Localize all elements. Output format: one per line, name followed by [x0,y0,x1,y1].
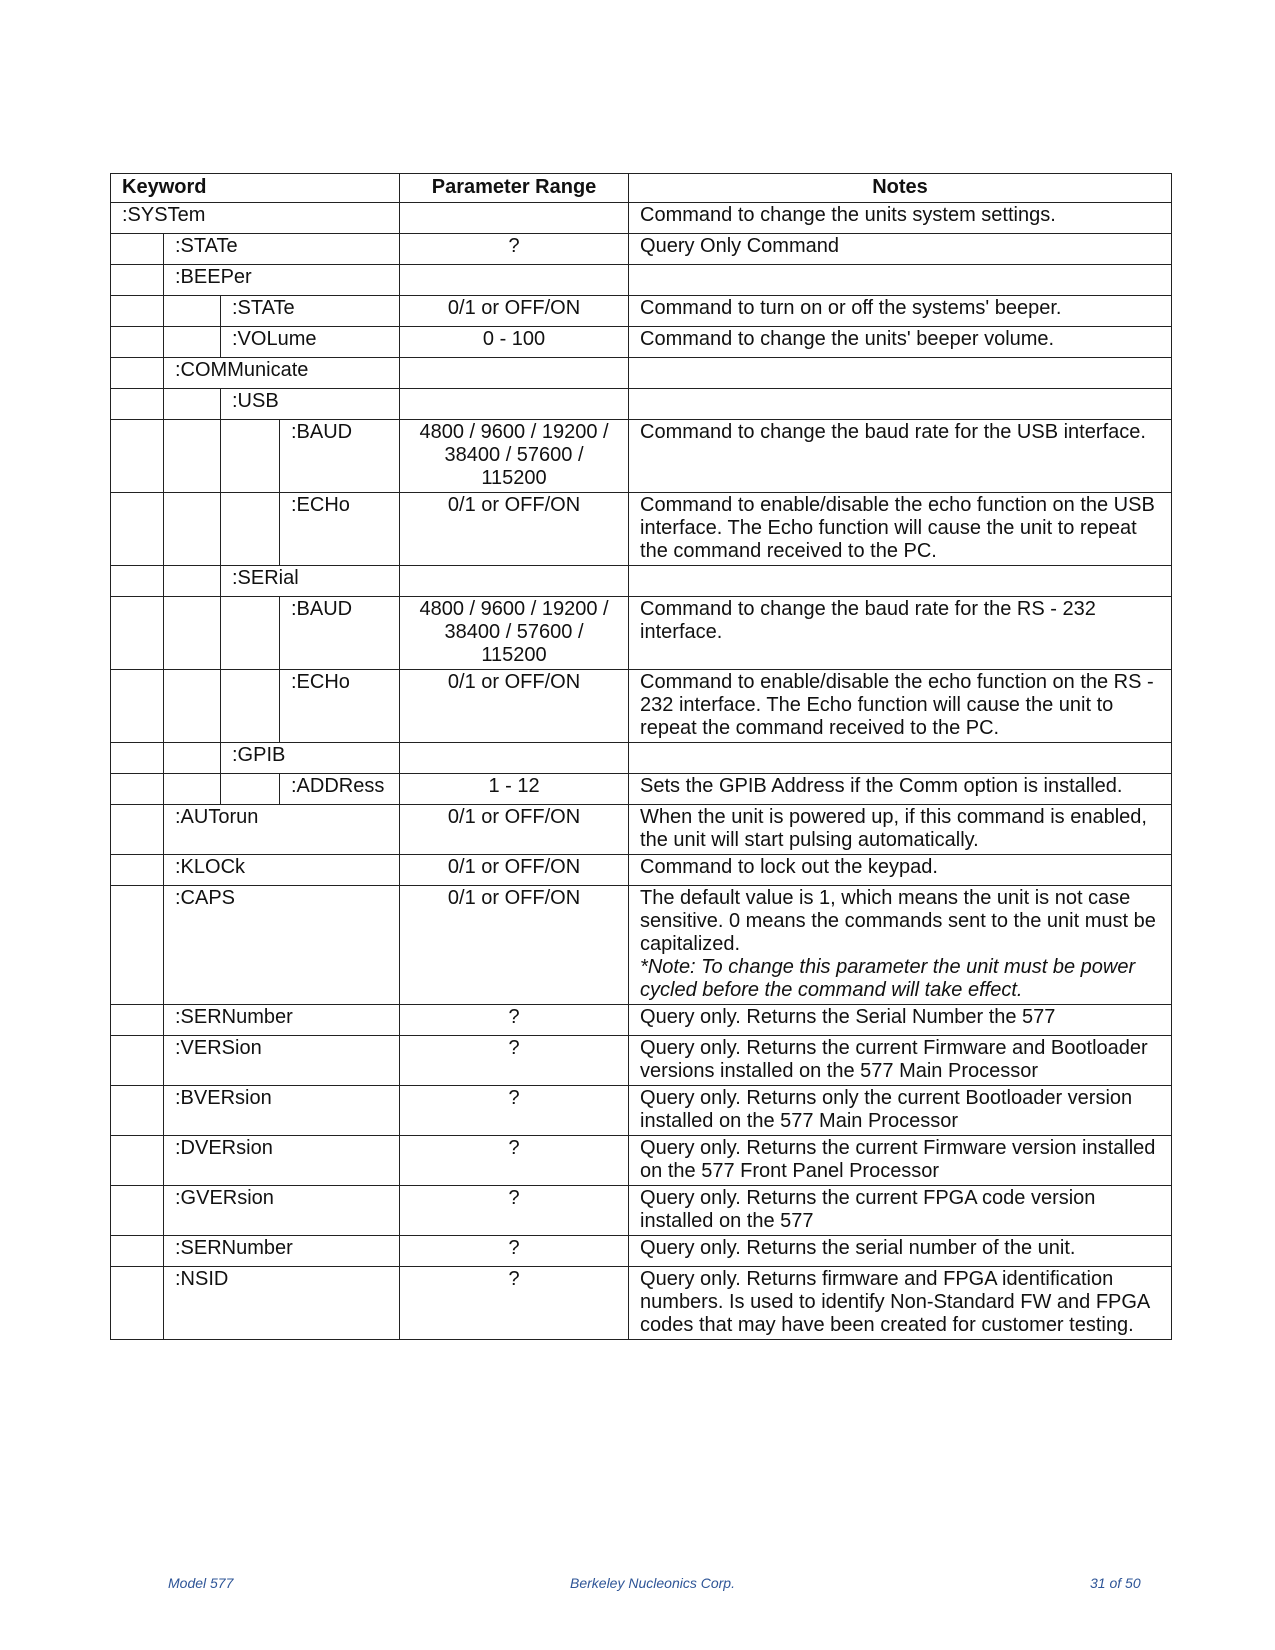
notes-cell [629,1267,1172,1340]
indent-cell [164,389,221,420]
table-row [111,886,1172,1005]
parameter-range-cell [400,358,629,389]
table-row [111,805,1172,855]
indent-cell [164,566,221,597]
keyword-cell: :COMMunicate [164,358,400,389]
parameter-range-cell: ? [400,1267,629,1340]
table-row [111,1186,1172,1236]
indent-cell [111,1005,164,1036]
notes-cell [629,493,1172,566]
parameter-range-cell: ? [400,1186,629,1236]
table-row [111,743,1172,774]
keyword-cell: :CAPS [164,886,400,1005]
table-row [111,566,1172,597]
indent-cell [111,327,164,358]
indent-cell [111,1086,164,1136]
indent-cell [111,1036,164,1086]
table-row [111,1267,1172,1340]
indent-cell [164,296,221,327]
notes-cell [629,389,1172,420]
indent-cell [164,493,221,566]
parameter-range-cell: ? [400,1236,629,1267]
notes-cell [629,296,1172,327]
header-notes: Notes [629,174,1172,203]
table-row [111,203,1172,234]
indent-cell [111,265,164,296]
keyword-cell: :VERSion [164,1036,400,1086]
parameter-range-cell [400,203,629,234]
keyword-cell: :BEEPer [164,265,400,296]
notes-text: Query Only Command [640,235,839,257]
notes-text: Query only. Returns the current Firmware and Bootloader versions installed on the 577 Main Processor [640,1037,1148,1082]
notes-cell [629,420,1172,493]
keyword-cell: :ADDRess [280,774,400,805]
notes-text: When the unit is powered up, if this command is enabled, the unit will start pulsing automatically. [640,806,1147,851]
table-row [111,1005,1172,1036]
parameter-range-cell: 0/1 or OFF/ON [400,855,629,886]
indent-cell [111,566,164,597]
parameter-range-cell: ? [400,1086,629,1136]
indent-cell [111,1186,164,1236]
indent-cell [111,1267,164,1340]
keyword-cell: :SERNumber [164,1236,400,1267]
keyword-cell: :VOLume [221,327,400,358]
table-row [111,265,1172,296]
keyword-cell: :BAUD [280,420,400,493]
notes-text: The default value is 1, which means the unit is not case sensitive. 0 means the commands sent to the unit must be capitalized. [640,887,1156,955]
notes-cell [629,358,1172,389]
notes-cell [629,566,1172,597]
parameter-range-cell: ? [400,1005,629,1036]
notes-cell [629,203,1172,234]
table-row [111,597,1172,670]
keyword-cell: :KLOCk [164,855,400,886]
keyword-cell: :USB [221,389,400,420]
indent-cell [221,420,280,493]
parameter-range-cell: 4800 / 9600 / 19200 / 38400 / 57600 / 115200 [400,597,629,670]
indent-cell [111,420,164,493]
notes-cell [629,265,1172,296]
parameter-range-cell: 4800 / 9600 / 19200 / 38400 / 57600 / 115200 [400,420,629,493]
keyword-cell: :SERial [221,566,400,597]
keyword-cell: :DVERsion [164,1136,400,1186]
indent-cell [164,670,221,743]
notes-cell [629,886,1172,1005]
notes-cell [629,855,1172,886]
parameter-range-cell [400,743,629,774]
indent-cell [111,597,164,670]
parameter-range-cell: ? [400,1136,629,1186]
parameter-range-cell [400,566,629,597]
table-row [111,1086,1172,1136]
table-row [111,389,1172,420]
indent-cell [164,597,221,670]
notes-cell [629,805,1172,855]
notes-text: Command to change the baud rate for the RS - 232 interface. [640,598,1096,643]
indent-cell [111,358,164,389]
footer-company: Berkeley Nucleonics Corp. [570,1575,735,1591]
parameter-range-cell: 0/1 or OFF/ON [400,805,629,855]
notes-text: Query only. Returns the current Firmware version installed on the 577 Front Panel Processor [640,1137,1156,1182]
indent-cell [221,774,280,805]
notes-cell [629,743,1172,774]
parameter-range-cell: 0/1 or OFF/ON [400,296,629,327]
notes-cell [629,1236,1172,1267]
indent-cell [164,420,221,493]
indent-cell [111,855,164,886]
notes-text: Command to lock out the keypad. [640,856,938,878]
indent-cell [164,743,221,774]
keyword-cell: :STATe [164,234,400,265]
indent-cell [111,389,164,420]
notes-text: Query only. Returns the Serial Number the 577 [640,1006,1056,1028]
table-row [111,327,1172,358]
parameter-range-cell: 1 - 12 [400,774,629,805]
indent-cell [164,327,221,358]
indent-cell [111,296,164,327]
scpi-command-table [110,173,1172,1340]
indent-cell [111,1136,164,1186]
notes-text: Command to turn on or off the systems' beeper. [640,297,1062,319]
table-row [111,234,1172,265]
keyword-cell: :GPIB [221,743,400,774]
notes-text: Query only. Returns firmware and FPGA identification numbers. Is used to identify Non-Standard FW and FPGA codes that may have been created for customer testing. [640,1268,1150,1336]
footer-model: Model 577 [168,1575,234,1591]
table-header-row [111,174,1172,203]
notes-cell [629,327,1172,358]
notes-cell [629,670,1172,743]
keyword-cell: :ECHo [280,493,400,566]
notes-text: Command to change the baud rate for the USB interface. [640,421,1146,443]
notes-cell [629,1186,1172,1236]
table-row [111,420,1172,493]
indent-cell [111,670,164,743]
table-row [111,1036,1172,1086]
notes-italic-text: *Note: To change this parameter the unit must be power cycled before the command will take effect. [640,956,1136,1001]
keyword-cell: :GVERsion [164,1186,400,1236]
notes-text: Query only. Returns only the current Bootloader version installed on the 577 Main Processor [640,1087,1133,1132]
indent-cell [221,670,280,743]
parameter-range-cell: 0/1 or OFF/ON [400,886,629,1005]
parameter-range-cell: 0 - 100 [400,327,629,358]
keyword-cell: :NSID [164,1267,400,1340]
parameter-range-cell: 0/1 or OFF/ON [400,670,629,743]
table-body [111,203,1172,1340]
notes-text: Command to enable/disable the echo function on the RS - 232 interface. The Echo function will cause the unit to repeat the command received to the PC. [640,671,1154,739]
table-row [111,296,1172,327]
notes-text: Command to change the units system settings. [640,204,1056,226]
table-row [111,358,1172,389]
indent-cell [111,493,164,566]
notes-text: Query only. Returns the current FPGA code version installed on the 577 [640,1187,1096,1232]
keyword-cell: :BVERsion [164,1086,400,1136]
header-keyword: Keyword [111,174,400,203]
indent-cell [111,234,164,265]
keyword-cell: :AUTorun [164,805,400,855]
keyword-cell: :ECHo [280,670,400,743]
notes-cell [629,1005,1172,1036]
indent-cell [111,743,164,774]
table-row [111,1236,1172,1267]
parameter-range-cell [400,389,629,420]
footer-page-number: 31 of 50 [1090,1575,1141,1591]
table-row [111,855,1172,886]
header-parameter-range: Parameter Range [400,174,629,203]
keyword-cell: :BAUD [280,597,400,670]
notes-cell [629,597,1172,670]
table-row [111,774,1172,805]
indent-cell [221,493,280,566]
indent-cell [111,774,164,805]
indent-cell [164,774,221,805]
parameter-range-cell [400,265,629,296]
notes-text: Query only. Returns the serial number of the unit. [640,1237,1076,1259]
notes-cell [629,774,1172,805]
table-row [111,1136,1172,1186]
notes-cell [629,1036,1172,1086]
parameter-range-cell: ? [400,1036,629,1086]
parameter-range-cell: 0/1 or OFF/ON [400,493,629,566]
indent-cell [111,805,164,855]
parameter-range-cell: ? [400,234,629,265]
notes-cell [629,1136,1172,1186]
indent-cell [221,597,280,670]
indent-cell [111,1236,164,1267]
keyword-cell: :STATe [221,296,400,327]
table-row [111,493,1172,566]
notes-text: Command to enable/disable the echo function on the USB interface. The Echo function will cause the unit to repeat the command received to the PC. [640,494,1155,562]
keyword-cell: :SERNumber [164,1005,400,1036]
indent-cell [111,886,164,1005]
keyword-cell: :SYSTem [111,203,400,234]
notes-cell [629,234,1172,265]
notes-text: Sets the GPIB Address if the Comm option is installed. [640,775,1123,797]
notes-text: Command to change the units' beeper volume. [640,328,1055,350]
table-row [111,670,1172,743]
notes-cell [629,1086,1172,1136]
